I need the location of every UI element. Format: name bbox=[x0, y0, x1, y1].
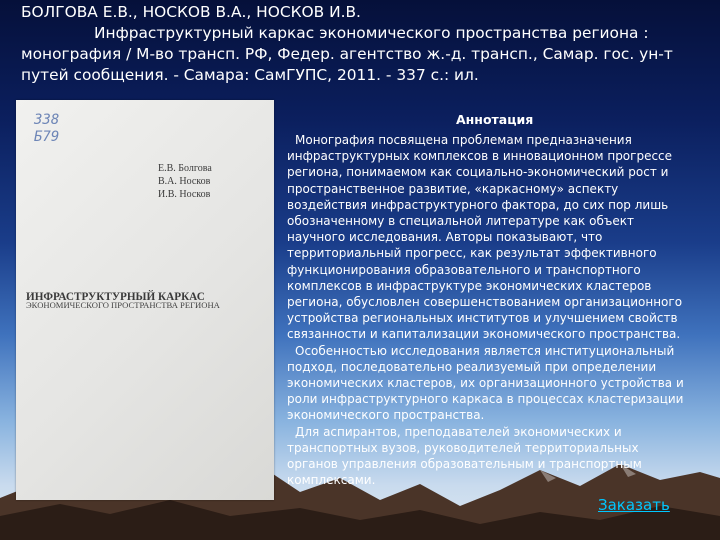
header-title: Инфраструктурный каркас экономического пространства региона : bbox=[94, 24, 649, 42]
cover-code-line2: Б79 bbox=[34, 129, 60, 145]
annotation-text bbox=[287, 132, 693, 488]
header-authors: БОЛГОВА Е.В., НОСКОВ В.А., НОСКОВ И.В. bbox=[21, 3, 361, 21]
order-link[interactable]: Заказать bbox=[598, 496, 670, 514]
annotation-heading: Аннотация bbox=[456, 112, 534, 127]
bibliographic-header bbox=[21, 2, 711, 86]
cover-title: ИНФРАСТРУКТУРНЫЙ КАРКАС bbox=[26, 291, 205, 303]
cover-code-line1: 338 bbox=[34, 112, 60, 128]
cover-library-code bbox=[34, 112, 59, 146]
header-line2: монография / М-во трансп. РФ, Федер. агентство ж.-д. трансп., Самар. гос. ун-т bbox=[21, 45, 673, 63]
cover-authors bbox=[158, 162, 212, 201]
cover-author: И.В. Носков bbox=[158, 189, 211, 200]
cover-subtitle: ЭКОНОМИЧЕСКОГО ПРОСТРАНСТВА РЕГИОНА bbox=[26, 300, 220, 310]
header-line3: путей сообщения. - Самара: СамГУПС, 2011. - 337 с.: ил. bbox=[21, 66, 479, 84]
cover-author: В.А. Носков bbox=[158, 176, 211, 187]
cover-author: Е.В. Болгова bbox=[158, 163, 212, 174]
book-cover-image bbox=[16, 100, 274, 500]
annotation-paragraph: Монография посвящена проблемам предназначения инфраструктурных комплексов в инновационном прогрессе региона, понимаемом как социально-экономический рост и пространственное развитие, «каркасному» аспекту воздействия инфраструктурного фактора, до сих пор лишь обозначенному в специальной литературе как объект научного исследования. Авторы показывают, что территориальный прогресс, как результат эффективного функционирования образовательного и транспортного комплексов в инфраструктуре экономических кластеров региона, обусловлен совершенствованием организационного устройства региональных институтов и улучшением свойств связанности и капитализации экономического пространства. bbox=[287, 133, 683, 342]
annotation-paragraph: Для аспирантов, преподавателей экономических и транспортных вузов, руководителей территориальных органов управления образовательным и транспортным комплексами. bbox=[287, 424, 642, 488]
annotation-paragraph: Особенностью исследования является институциональный подход, последовательно реализуемый при определении экономических кластеров, их организационного устройства и роли инфраструктурного каркаса в процессах кластеризации экономического пространства. bbox=[287, 343, 684, 423]
